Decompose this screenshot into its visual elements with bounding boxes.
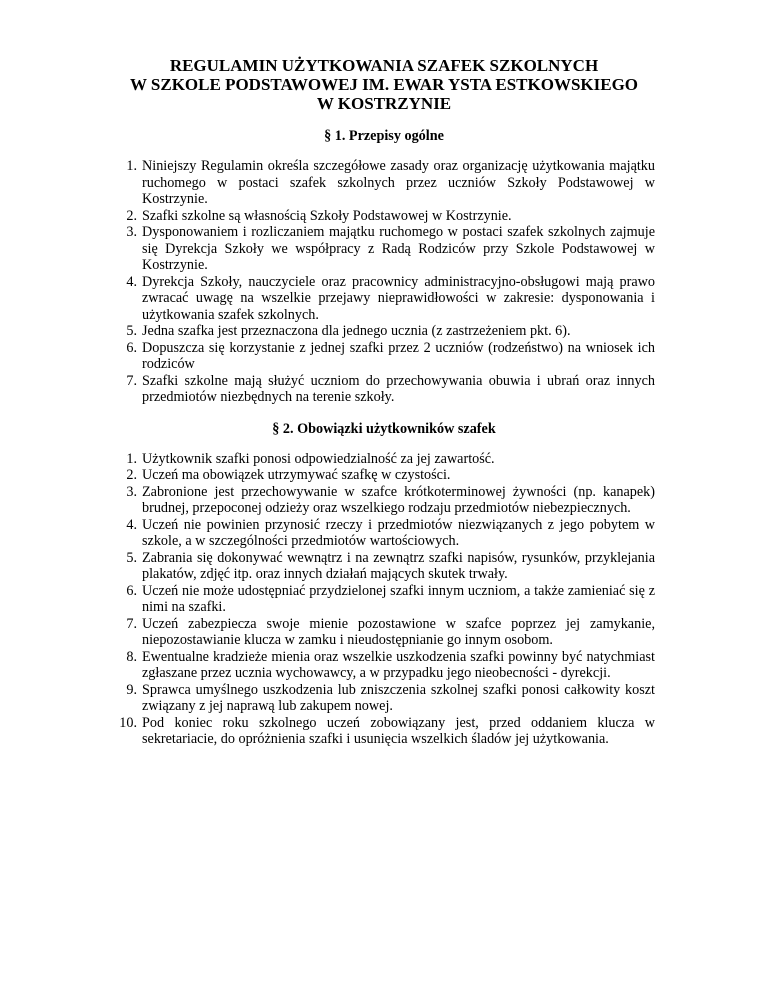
item-number: 8. xyxy=(126,648,137,665)
item-number: 3. xyxy=(126,483,137,500)
item-number: 7. xyxy=(126,372,137,389)
item-text: Uczeń nie może udostępniać przydzielonej szafki innym uczniom, a także zamieniać się z nimi na szafki. xyxy=(142,582,655,615)
item-text: Sprawca umyślnego uszkodzenia lub zniszczenia szkolnej szafki ponosi całkowity koszt związany z jej naprawą lub zakupem nowej. xyxy=(142,681,655,714)
item-number: 1. xyxy=(126,450,137,467)
item-number: 5. xyxy=(126,549,137,566)
document-title xyxy=(113,56,655,113)
list-item xyxy=(113,616,655,649)
item-number: 5. xyxy=(126,323,137,339)
section-heading-general: § 1. Przepisy ogólne xyxy=(324,128,444,144)
title-line: W KOSTRZYNIE xyxy=(316,94,452,113)
list-item xyxy=(113,550,655,583)
list-item xyxy=(113,517,655,550)
list-item xyxy=(113,682,655,715)
item-text: Dyrekcja Szkoły, nauczyciele oraz pracownicy administracyjno-obsługowi mają prawo zwracać uwagę na wszelkie przejawy nieprawidłowości w zakresie: dysponowania i użytkowania szafek szkolnych. xyxy=(142,273,655,323)
item-text: Jedna szafka jest przeznaczona dla jednego ucznia (z zastrzeżeniem pkt. 6). xyxy=(142,323,571,339)
item-number: 4. xyxy=(126,273,137,290)
list-item xyxy=(113,583,655,616)
item-text: Użytkownik szafki ponosi odpowiedzialność za jej zawartość. xyxy=(142,450,495,467)
list-item xyxy=(113,649,655,682)
user-duties-list xyxy=(113,451,655,748)
item-number: 10. xyxy=(119,714,137,731)
item-text: Uczeń nie powinien przynosić rzeczy i przedmiotów niezwiązanych z jego pobytem w szkole, a w szczególności przedmiotów wartościowych. xyxy=(142,516,655,549)
list-item xyxy=(113,373,655,406)
item-number: 7. xyxy=(126,615,137,632)
item-number: 4. xyxy=(126,516,137,533)
item-text: Dysponowaniem i rozliczaniem majątku ruchomego w postaci szafek szkolnych zajmuje się Dyrekcja Szkoły we współpracy z Radą Rodziców przy Szkole Podstawowej w Kostrzynie. xyxy=(142,224,655,273)
general-rules-list xyxy=(113,158,655,406)
item-text: Pod koniec roku szkolnego uczeń zobowiązany jest, przed oddaniem klucza w sekretariacie, do opróżnienia szafki i usunięcia wszelkich śladów jej użytkowania. xyxy=(142,714,655,747)
item-text: Niniejszy Regulamin określa szczegółowe zasady oraz organizację użytkowania majątku ruchomego w postaci szafek szkolnych przez uczniów Szkoły Podstawowej w Kostrzynie. xyxy=(142,158,655,207)
list-item xyxy=(113,274,655,324)
item-text: Dopuszcza się korzystanie z jednej szafki przez 2 uczniów (rodzeństwo) na wniosek ich rodziców xyxy=(142,339,655,372)
title-line: W SZKOLE PODSTAWOWEJ IM. EWAR YSTA ESTKOWSKIEGO xyxy=(129,75,639,94)
list-item xyxy=(113,158,655,208)
list-item xyxy=(113,451,655,468)
item-text: Uczeń zabezpiecza swoje mienie pozostawione w szafce poprzez jej zamykanie, niepozostawianie klucza w zamku i nieudostępnianie go innym osobom. xyxy=(142,615,655,648)
item-text: Zabronione jest przechowywanie w szafce krótkoterminowej żywności (np. kanapek) brudnej, przepoconej odzieży oraz wszelkiego rodzaju przedmiotów niebezpiecznych. xyxy=(142,483,655,516)
item-text: Szafki szkolne mają służyć uczniom do przechowywania obuwia i ubrań oraz innych przedmiotów niezbędnych na terenie szkoły. xyxy=(142,372,655,405)
title-line: REGULAMIN UŻYTKOWANIA SZAFEK SZKOLNYCH xyxy=(169,56,599,75)
section-heading-user-duties: § 2. Obowiązki użytkowników szafek xyxy=(272,420,496,437)
list-item xyxy=(113,208,655,225)
list-item xyxy=(113,715,655,748)
item-number: 1. xyxy=(126,158,137,174)
list-item xyxy=(113,340,655,373)
item-number: 3. xyxy=(126,224,137,240)
item-text: Uczeń ma obowiązek utrzymywać szafkę w czystości. xyxy=(142,467,451,483)
item-number: 2. xyxy=(126,467,137,483)
list-item xyxy=(113,224,655,274)
item-text: Zabrania się dokonywać wewnątrz i na zewnątrz szafki napisów, rysunków, przyklejania plakatów, zdjęć itp. oraz innych działań mających skutek trwały. xyxy=(142,549,655,582)
item-number: 2. xyxy=(126,207,137,224)
list-item xyxy=(113,484,655,517)
item-number: 6. xyxy=(126,339,137,356)
list-item xyxy=(113,467,655,484)
list-item xyxy=(113,323,655,340)
item-number: 6. xyxy=(126,582,137,599)
item-text: Szafki szkolne są własnością Szkoły Podstawowej w Kostrzynie. xyxy=(142,207,512,224)
item-number: 9. xyxy=(126,681,137,698)
item-text: Ewentualne kradzieże mienia oraz wszelkie uszkodzenia szafki powinny być natychmiast zgłaszane przez ucznia wychowawcy, a w przypadku jego nieobecności - dyrekcji. xyxy=(142,648,655,681)
